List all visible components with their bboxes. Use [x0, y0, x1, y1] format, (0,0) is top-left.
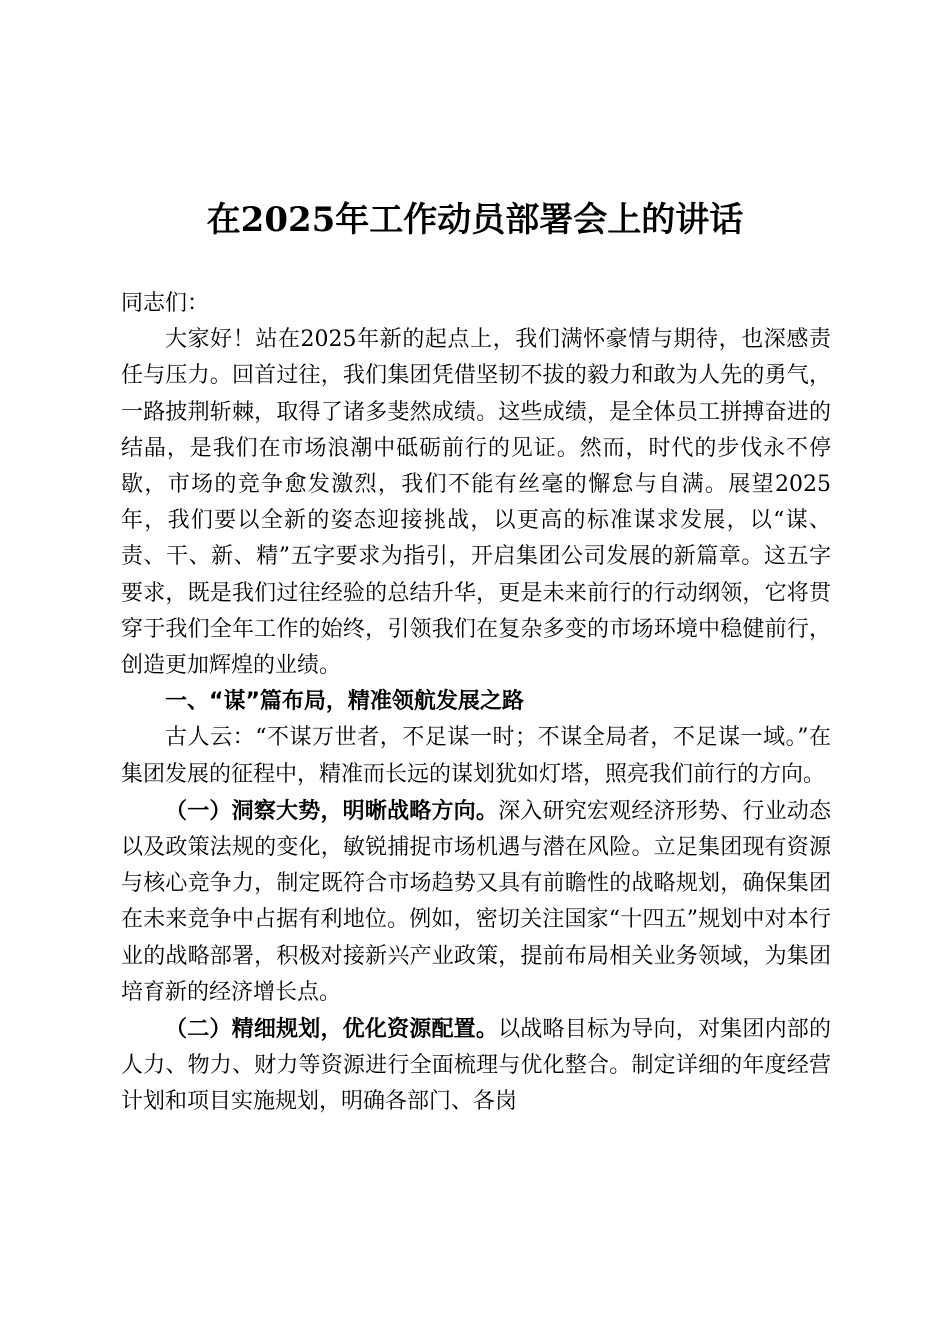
- document-title: 在2025年工作动员部署会上的讲话: [206, 200, 744, 240]
- section-1-heading: 一、“谋”篇布局，精准领航发展之路: [165, 689, 524, 715]
- salutation: 同志们：: [121, 291, 210, 316]
- item-2-lead: （二）精细规划，优化资源配置。: [165, 1016, 499, 1043]
- item-2-paragraph: [121, 1011, 831, 1121]
- intro-paragraph: 大家好！站在2025年新的起点上，我们满怀豪情与期待，也深感责任与压力。回首过往，我们集团凭借坚韧不拔的毅力和敢为人先的勇气，一路披荆斩棘，取得了诸多斐然成绩。这些成绩，是全体员工拼搏奋进的结晶，是我们在市场浪潮中砥砺前行的见证。然而，时代的步伐永不停歇，市场的竞争愈发激烈，我们不能有丝毫的懈怠与自满。展望2025年，我们要以全新的姿态迎接挑战，以更高的标准谋求发展，以“谋、责、干、新、精”五字要求为指引，开启集团公司发展的新篇章。这五字要求，既是我们过往经验的总结升华，更是未来前行的行动纲领，它将贯穿于我们全年工作的始终，引领我们在复杂多变的市场环境中稳健前行，创造更加辉煌的业绩。: [121, 327, 831, 679]
- item-1-text: 深入研究宏观经济形势、行业动态以及政策法规的变化，敏锐捕捉市场机遇与潜在风险。立足集团现有资源与核心竞争力，制定既符合市场趋势又具有前瞻性的战略规划，确保集团在未来竞争中占据有利地位。例如，密切关注国家“十四五”规划中对本行业的战略部署，积极对接新兴产业政策，提前布局相关业务领域，为集团培育新的经济增长点。: [121, 798, 831, 1005]
- item-1-lead: （一）洞察大势，明晰战略方向。: [165, 797, 499, 824]
- item-1-paragraph: [121, 793, 831, 1011]
- section-1-paragraph: 古人云：“不谋万世者，不足谋一时；不谋全局者，不足谋一域。”在集团发展的征程中，精准而长远的谋划犹如灯塔，照亮我们前行的方向。: [121, 725, 831, 787]
- item-2-text: 以战略目标为导向，对集团内部的人力、物力、财力等资源进行全面梳理与优化整合。制定详细的年度经营计划和项目实施规划，明确各部门、各岗: [121, 1017, 831, 1115]
- document-body: [121, 286, 831, 1121]
